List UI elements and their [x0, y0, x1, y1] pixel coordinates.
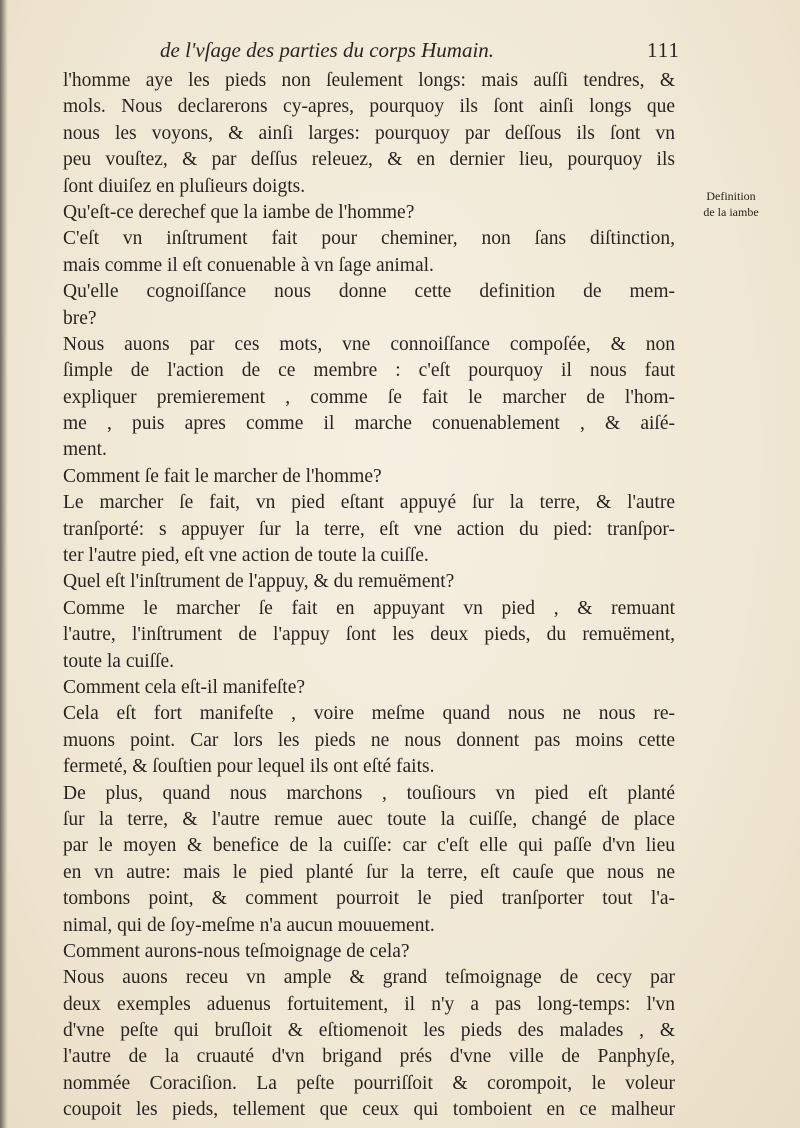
text-line: expliquer premierement , comme ſe fait le marcher de l'hom-: [63, 386, 675, 408]
text-line: ment.: [63, 439, 107, 461]
text-line: l'autre, l'inſtrument de l'appuy ſont les deux pieds, du remuëment,: [63, 624, 675, 646]
text-line: Comment ſe fait le marcher de l'homme?: [63, 465, 382, 487]
text-line: fermeté, & ſouſtien pour lequel ils ont eſté faits.: [63, 756, 435, 778]
text-line: Cela eſt fort manifeſte , voire meſme quand nous ne nous re-: [63, 703, 675, 725]
text-line: Le marcher ſe fait, vn pied eſtant appuyé ſur la terre, & l'autre: [63, 492, 675, 514]
text-line: Comment cela eſt-il manifeſte?: [63, 676, 306, 698]
text-line: me , puis apres comme il marche conuenablement , & aiſé-: [63, 413, 675, 435]
text-line: Qu'eſt-ce derechef que la iambe de l'homme?: [63, 201, 415, 223]
margin-note-line: de la iambe: [703, 205, 759, 219]
text-line: Quel eſt l'inſtrument de l'appuy, & du remuëment?: [63, 571, 455, 593]
text-line: l'autre de la cruauté d'vn brigand prés d'vne ville de Panphyſe,: [63, 1046, 675, 1068]
text-line: tranſporté: s appuyer ſur la terre, eſt vne action du pied: tranſpor-: [63, 518, 675, 540]
text-line: tombons point, & comment pourroit le pied tranſporter tout l'a-: [63, 888, 675, 910]
text-line: deux exemples aduenus fortuitement, il n'y a pas long-temps: l'vn: [63, 993, 675, 1015]
text-line: nommée Coraciſion. La peſte pourriſſoit & corompoit, le voleur: [63, 1072, 675, 1094]
text-line: muons point. Car lors les pieds ne nous donnent pas moins cette: [63, 729, 675, 751]
text-line: mols. Nous declarerons cy-apres, pourquoy ils ſont ainſi longs que: [63, 96, 675, 118]
text-line: mais comme il eſt conuenable à vn ſage animal.: [63, 254, 434, 276]
text-line: De plus, quand nous marchons , touſiours vn pied eſt planté: [63, 782, 675, 804]
text-line: Nous auons receu vn ample & grand teſmoignage de cecy par: [63, 967, 675, 989]
text-line: Comme le marcher ſe fait en appuyant vn pied , & remuant: [63, 597, 675, 619]
page-binding-edge: [0, 0, 8, 1128]
text-line: Qu'elle cognoiſſance nous donne cette definition de mem-: [63, 281, 675, 303]
text-line: ſont diuiſez en pluſieurs doigts.: [63, 175, 306, 197]
text-line: coupoit les pieds, tellement que ceux qui tomboient en ce malheur: [63, 1099, 675, 1121]
text-line: bre?: [63, 307, 97, 329]
text-line: nous les voyons, & ainſi larges: pourquoy par deſſous ils ſont vn: [63, 122, 675, 144]
text-line: en vn autre: mais le pied planté ſur la terre, eſt cauſe que nous ne: [63, 861, 675, 883]
page-number: 111: [647, 38, 680, 62]
running-title: de l'vſage des parties du corps Humain.: [160, 38, 495, 62]
text-line: ſur la terre, & l'autre remue auec toute la cuiſſe, changé de place: [63, 808, 675, 830]
text-line: Comment aurons-nous teſmoignage de cela?: [63, 940, 410, 962]
page-header: [160, 38, 680, 64]
text-line: Nous auons par ces mots, vne connoiſſance compoſée, & non: [63, 333, 675, 355]
text-line: peu vouſtez, & par deſſus releuez, & en dernier lieu, pourquoy ils: [63, 149, 675, 171]
text-line: ſimple de l'action de ce membre : c'eſt pourquoy il nous faut: [63, 360, 675, 382]
margin-note: [695, 188, 767, 220]
text-line: l'homme aye les pieds non ſeulement longs: mais auſſi tendres, &: [63, 70, 675, 91]
text-line: par le moyen & benefice de la cuiſſe: car c'eſt elle qui paſſe d'vn lieu: [63, 835, 675, 857]
text-line: C'eſt vn inſtrument fait pour cheminer, non ſans diſtinction,: [63, 228, 675, 250]
text-line: ter l'autre pied, eſt vne action de toute la cuiſſe.: [63, 545, 429, 567]
body-text: [63, 68, 675, 1124]
text-line: toute la cuiſſe.: [63, 650, 175, 672]
text-line: nimal, qui de ſoy-meſme n'a aucun mouuement.: [63, 914, 435, 936]
margin-note-line: Definition: [706, 189, 756, 203]
text-line: d'vne peſte qui bruſloit & eſtiomenoit les pieds des malades , &: [63, 1020, 675, 1042]
